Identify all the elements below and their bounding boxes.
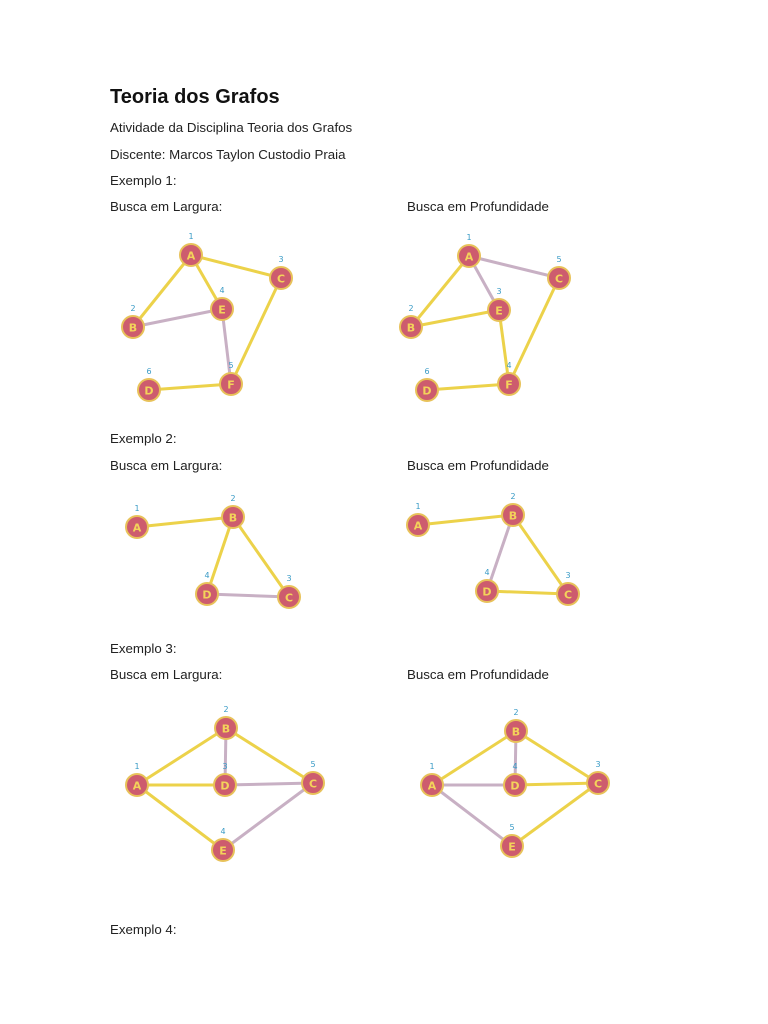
node-D-label: D: [482, 585, 492, 599]
node-B-label: B: [228, 511, 238, 525]
node-A-label: A: [186, 249, 196, 263]
node-D-order: 3: [222, 762, 228, 771]
node-D-order: 6: [424, 367, 430, 376]
edge-D-C: [515, 783, 598, 785]
edge-D-C: [207, 594, 289, 597]
example-1-dfs-label: Busca em Profundidade: [407, 199, 549, 214]
node-B-label: B: [128, 321, 138, 335]
edge-B-C: [226, 728, 316, 783]
edge-A-B: [137, 517, 233, 527]
example-4-label: Exemplo 4:: [110, 922, 177, 937]
node-A-label: A: [464, 250, 474, 264]
edge-B-C: [233, 517, 292, 597]
edge-C-F: [231, 278, 281, 384]
page-title: Teoria dos Grafos: [110, 86, 280, 108]
edge-A-E: [432, 785, 515, 846]
edge-E-C: [512, 783, 598, 846]
node-A-order: 1: [134, 504, 140, 513]
example-2-dfs-graph: [407, 492, 579, 605]
subtitle: Atividade da Disciplina Teoria dos Grafos: [110, 120, 353, 135]
example-1-bfs-graph: [122, 232, 292, 401]
student-name: Discente: Marcos Taylon Custodio Praia: [110, 147, 346, 162]
example-3-dfs-graph: [421, 708, 609, 857]
node-A-order: 1: [429, 762, 435, 771]
node-C-label: C: [593, 777, 603, 791]
node-E-order: 5: [509, 823, 515, 832]
node-B-order: 2: [230, 494, 236, 503]
node-C-label: C: [563, 588, 573, 602]
node-B-order: 2: [130, 304, 136, 313]
node-B-order: 2: [408, 304, 414, 313]
example-1-bfs-label: Busca em Largura:: [110, 199, 223, 214]
node-C-order: 3: [286, 574, 292, 583]
node-B-label: B: [508, 509, 518, 523]
node-E-label: E: [508, 840, 516, 854]
node-C-order: 5: [556, 255, 562, 264]
node-A-order: 1: [415, 502, 421, 511]
node-B-order: 2: [510, 492, 516, 501]
node-F-order: 4: [506, 361, 512, 370]
node-B-label: B: [511, 725, 521, 739]
node-A-order: 1: [134, 762, 140, 771]
node-A-order: 1: [466, 233, 472, 242]
edge-D-F: [149, 384, 231, 390]
node-C-order: 3: [565, 571, 571, 580]
node-E-label: E: [219, 844, 227, 858]
edge-D-C: [487, 591, 568, 594]
node-F-label: F: [505, 378, 513, 392]
node-D-order: 4: [512, 762, 518, 771]
example-2-bfs-graph: [126, 494, 300, 608]
example-3-bfs-label: Busca em Largura:: [110, 667, 223, 682]
node-C-order: 3: [595, 760, 601, 769]
example-2-bfs-label: Busca em Largura:: [110, 458, 223, 473]
node-C-label: C: [554, 272, 564, 286]
edge-D-F: [427, 384, 509, 390]
node-E-label: E: [218, 303, 226, 317]
edge-A-C: [469, 255, 562, 278]
node-A-label: A: [132, 521, 142, 535]
node-D-label: D: [202, 588, 212, 602]
edge-A-B: [137, 728, 226, 785]
node-F-label: F: [227, 378, 235, 392]
edge-A-B: [432, 731, 516, 785]
node-E-order: 4: [219, 286, 225, 295]
node-A-label: A: [413, 519, 423, 533]
node-A-order: 1: [188, 232, 194, 241]
node-B-label: B: [221, 722, 231, 736]
node-B-order: 2: [513, 708, 519, 717]
node-B-label: B: [406, 321, 416, 335]
example-3-bfs-graph: [126, 705, 324, 861]
edge-E-C: [223, 783, 313, 850]
edge-A-E: [137, 785, 226, 850]
edge-A-C: [191, 255, 284, 278]
edge-D-C: [225, 783, 313, 785]
node-D-order: 4: [204, 571, 210, 580]
example-3-dfs-label: Busca em Profundidade: [407, 667, 549, 682]
example-3-label: Exemplo 3:: [110, 641, 177, 656]
node-D-order: 4: [484, 568, 490, 577]
node-D-label: D: [510, 779, 520, 793]
example-1-dfs-graph: [400, 233, 570, 401]
example-2-label: Exemplo 2:: [110, 431, 177, 446]
node-F-order: 5: [228, 361, 234, 370]
node-C-order: 3: [278, 255, 284, 264]
node-C-order: 5: [310, 760, 316, 769]
example-2-dfs-label: Busca em Profundidade: [407, 458, 549, 473]
node-B-order: 2: [223, 705, 229, 714]
node-C-label: C: [276, 272, 286, 286]
node-C-label: C: [308, 777, 318, 791]
edge-A-B: [418, 515, 513, 525]
example-1-label: Exemplo 1:: [110, 173, 177, 188]
node-D-label: D: [422, 384, 432, 398]
node-A-label: A: [132, 779, 142, 793]
node-E-order: 4: [220, 827, 226, 836]
node-E-label: E: [495, 304, 503, 318]
node-D-order: 6: [146, 367, 152, 376]
edge-B-D: [487, 515, 513, 591]
node-D-label: D: [144, 384, 154, 398]
node-A-label: A: [427, 779, 437, 793]
edge-B-C: [516, 731, 601, 783]
node-C-label: C: [284, 591, 294, 605]
edge-B-D: [207, 517, 233, 594]
edge-B-C: [513, 515, 571, 594]
node-E-order: 3: [496, 287, 502, 296]
node-D-label: D: [220, 779, 230, 793]
edge-C-F: [509, 278, 559, 384]
